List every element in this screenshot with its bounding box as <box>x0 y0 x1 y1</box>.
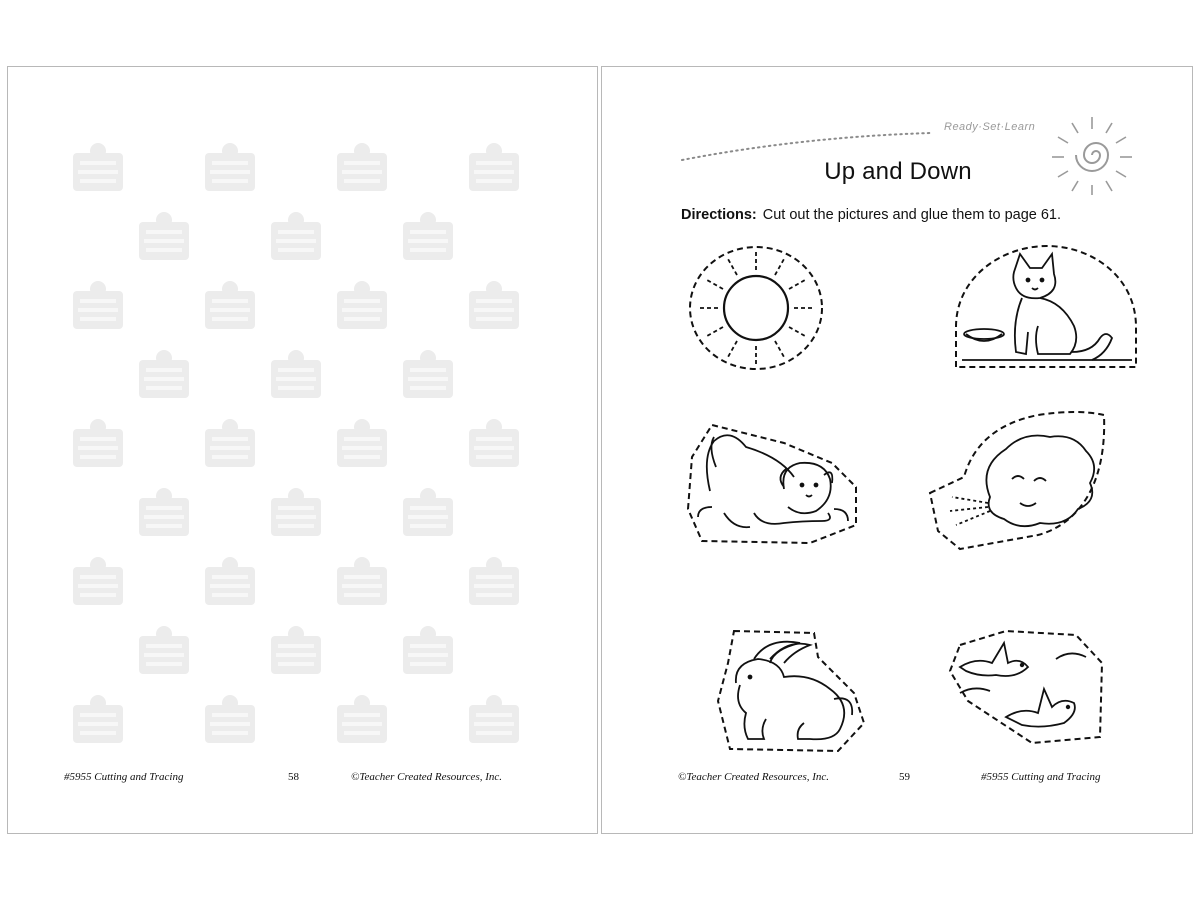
puppy-icon <box>684 417 864 547</box>
sun-icon <box>686 243 826 373</box>
page-number: 58 <box>288 771 299 783</box>
cutout-bunny[interactable] <box>714 623 874 753</box>
publisher-watermark-logo <box>466 693 522 745</box>
publisher-watermark-logo <box>466 279 522 331</box>
flying-birds-icon <box>946 627 1106 747</box>
cloud-blowing-wind-icon <box>928 407 1108 557</box>
publisher-watermark-logo <box>136 210 192 262</box>
cutout-kitten[interactable] <box>942 242 1142 372</box>
publisher-watermark-logo <box>70 141 126 193</box>
publisher-watermark-logo <box>136 348 192 400</box>
publisher-watermark-logo <box>70 417 126 469</box>
footer-copyright: ©Teacher Created Resources, Inc. <box>351 771 503 783</box>
publisher-watermark-logo <box>400 624 456 676</box>
publisher-watermark-logo <box>334 141 390 193</box>
bunny-icon <box>714 623 874 753</box>
publisher-watermark-logo <box>268 486 324 538</box>
publisher-watermark-logo <box>400 486 456 538</box>
directions-text: Cut out the pictures and glue them to page 61. <box>762 207 1062 223</box>
directions-label: Directions: <box>681 207 757 223</box>
publisher-watermark-logo <box>268 348 324 400</box>
publisher-watermark-logo <box>136 624 192 676</box>
series-logo-text: Ready·Set·Learn <box>944 121 1036 133</box>
publisher-watermark-logo <box>466 141 522 193</box>
publisher-watermark-logo <box>136 486 192 538</box>
kitten-with-bowl-icon <box>942 242 1142 372</box>
cutout-cloud[interactable] <box>928 407 1108 557</box>
publisher-watermark-logo <box>334 555 390 607</box>
publisher-watermark-logo <box>400 348 456 400</box>
publisher-watermark-logo <box>268 210 324 262</box>
publisher-watermark-logo <box>466 417 522 469</box>
footer-book-title: #5955 Cutting and Tracing <box>981 771 1101 783</box>
footer-copyright: ©Teacher Created Resources, Inc. <box>678 771 830 783</box>
publisher-watermark-logo <box>400 210 456 262</box>
publisher-watermark-logo <box>70 279 126 331</box>
footer-book-title: #5955 Cutting and Tracing <box>64 771 184 783</box>
right-page <box>601 66 1193 834</box>
publisher-watermark-logo <box>202 555 258 607</box>
publisher-watermark-logo <box>334 693 390 745</box>
publisher-watermark-logo <box>334 417 390 469</box>
cutout-sun[interactable] <box>686 243 826 373</box>
cutout-birds[interactable] <box>946 627 1106 747</box>
publisher-watermark-logo <box>466 555 522 607</box>
page-number: 59 <box>899 771 910 783</box>
publisher-watermark-logo <box>334 279 390 331</box>
directions <box>681 207 1061 223</box>
series-logo-decoration <box>602 67 1193 207</box>
publisher-watermark-logo <box>202 279 258 331</box>
publisher-watermark-logo <box>70 693 126 745</box>
publisher-watermark-logo <box>202 141 258 193</box>
publisher-watermark-logo <box>202 417 258 469</box>
publisher-watermark-logo <box>202 693 258 745</box>
page-title: Up and Down <box>824 158 972 185</box>
publisher-watermark-logo <box>70 555 126 607</box>
left-page <box>7 66 598 834</box>
cutout-puppy[interactable] <box>684 417 864 547</box>
publisher-watermark-logo <box>268 624 324 676</box>
